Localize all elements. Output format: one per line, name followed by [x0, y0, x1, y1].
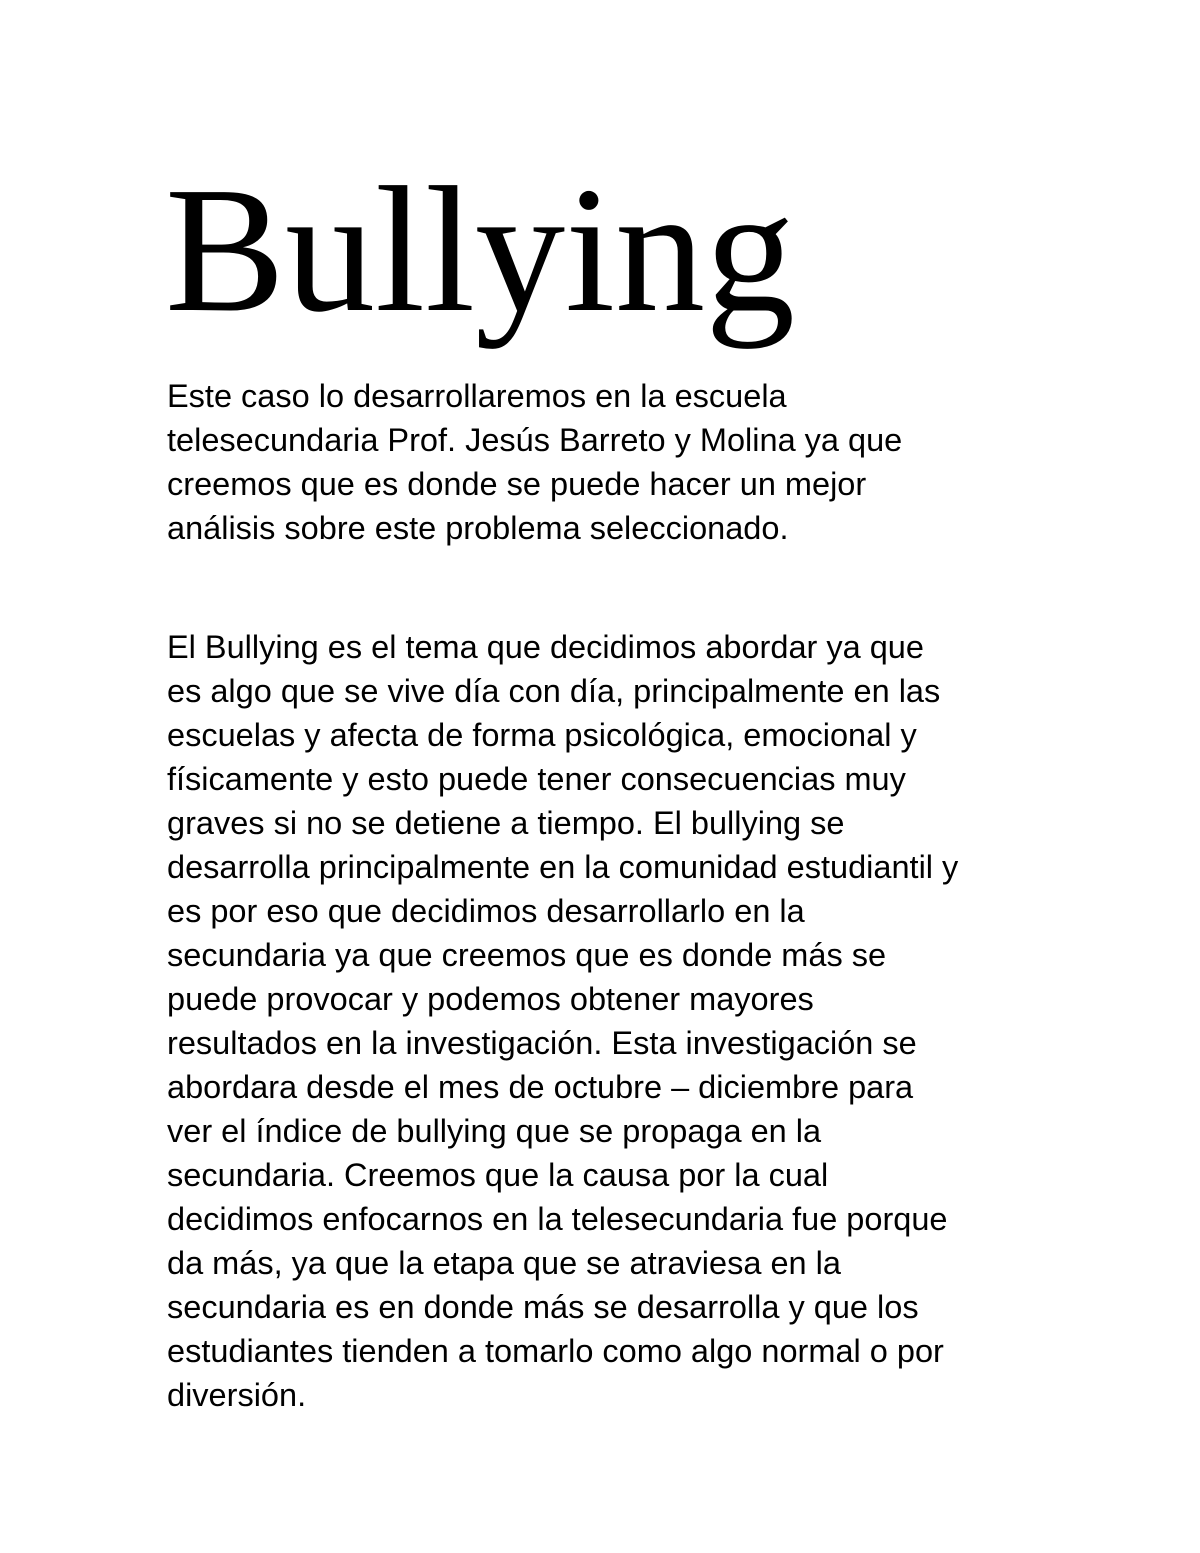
- text-line: físicamente y esto puede tener consecuencias muy: [167, 761, 906, 797]
- text-line: desarrolla principalmente en la comunidad estudiantil y: [167, 849, 959, 885]
- text-line: diversión.: [167, 1377, 307, 1413]
- text-line: creemos que es donde se puede hacer un mejor: [167, 466, 867, 502]
- text-line: graves si no se detiene a tiempo. El bullying se: [167, 805, 845, 841]
- intro-paragraph: [167, 374, 1047, 550]
- text-line: El Bullying es el tema que decidimos abordar ya que: [167, 629, 924, 665]
- text-line: telesecundaria Prof. Jesús Barreto y Molina ya que: [167, 422, 903, 458]
- text-line: secundaria es en donde más se desarrolla y que los: [167, 1289, 919, 1325]
- text-line: da más, ya que la etapa que se atraviesa en la: [167, 1245, 841, 1281]
- text-line: ver el índice de bullying que se propaga en la: [167, 1113, 822, 1149]
- text-line: decidimos enfocarnos en la telesecundaria fue porque: [167, 1201, 948, 1237]
- text-line: secundaria ya que creemos que es donde más se: [167, 937, 887, 973]
- text-line: abordara desde el mes de octubre – diciembre para: [167, 1069, 914, 1105]
- text-line: escuelas y afecta de forma psicológica, emocional y: [167, 717, 917, 753]
- text-line: es por eso que decidimos desarrollarlo en la: [167, 893, 805, 929]
- text-line: estudiantes tienden a tomarlo como algo normal o por: [167, 1333, 944, 1369]
- text-line: análisis sobre este problema seleccionado.: [167, 510, 789, 546]
- text-line: Este caso lo desarrollaremos en la escuela: [167, 378, 787, 414]
- text-line: es algo que se vive día con día, principalmente en las: [167, 673, 941, 709]
- text-line: secundaria. Creemos que la causa por la cual: [167, 1157, 829, 1193]
- body-paragraph: [167, 625, 1047, 1417]
- text-line: puede provocar y podemos obtener mayores: [167, 981, 814, 1017]
- document-title: Bullying: [165, 150, 796, 349]
- text-line: resultados en la investigación. Esta investigación se: [167, 1025, 917, 1061]
